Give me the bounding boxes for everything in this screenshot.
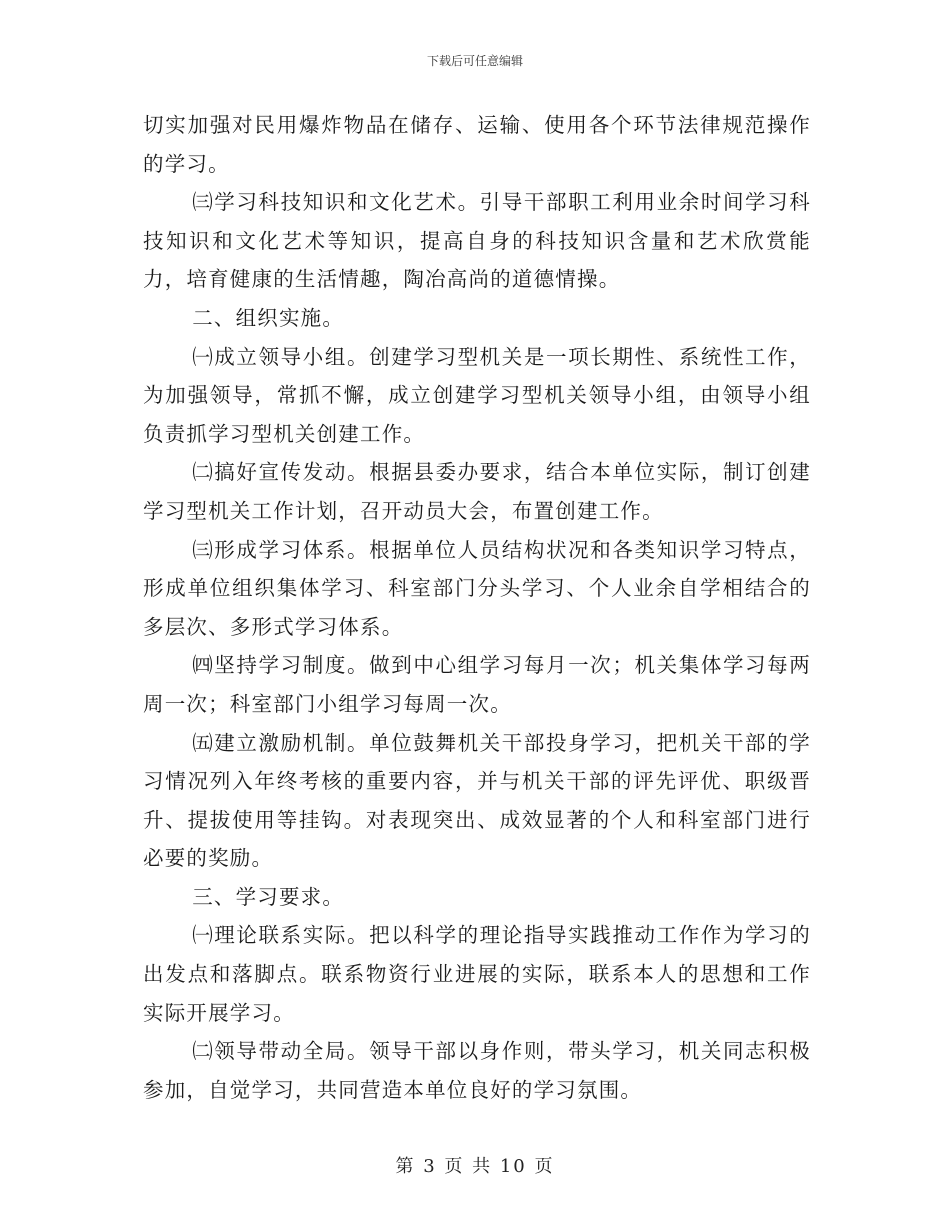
paragraph-item-2-publicity: ㈡搞好宣传发动。根据县委办要求，结合本单位实际，制订创建学习型机关工作计划，召开动员大会，布置创建工作。 <box>143 460 811 523</box>
paragraph-item-1-leadership-group: ㈠成立领导小组。创建学习型机关是一项长期性、系统性工作，为加强领导，常抓不懈，成立创建学习型机关领导小组，由领导小组负责抓学习型机关创建工作。 <box>143 344 811 446</box>
document-body <box>143 106 811 1109</box>
paragraph-item-2-leadership-example: ㈡领导带动全局。领导干部以身作则，带头学习，机关同志积极参加，自觉学习，共同营造本单位良好的学习氛围。 <box>143 1039 811 1102</box>
paragraph-continuation: 切实加强对民用爆炸物品在储存、运输、使用各个环节法律规范操作的学习。 <box>143 113 811 176</box>
page-number-footer: 第 3 页 共 10 页 <box>395 1156 555 1177</box>
section-heading-requirements: 三、学习要求。 <box>192 884 345 909</box>
page-header: 下载后可任意编辑 <box>426 54 523 68</box>
paragraph-item-3-learning-system: ㈢形成学习体系。根据单位人员结构状况和各类知识学习特点，形成单位组织集体学习、科室部门分头学习、个人业余自学相结合的多层次、多形式学习体系。 <box>143 537 811 639</box>
paragraph-item-5-incentives: ㈤建立激励机制。单位鼓舞机关干部投身学习，把机关干部的学习情况列入年终考核的重要内容，并与机关干部的评先评优、职级晋升、提拔使用等挂钩。对表现突出、成效显著的个人和科室部门进行必要的奖励。 <box>143 730 811 871</box>
paragraph-item-4-study-rules: ㈣坚持学习制度。做到中心组学习每月一次；机关集体学习每两周一次；科室部门小组学习每周一次。 <box>143 653 811 716</box>
paragraph-item-1-theory-practice: ㈠理论联系实际。把以科学的理论指导实践推动工作作为学习的出发点和落脚点。联系物资行业进展的实际，联系本人的思想和工作实际开展学习。 <box>143 923 811 1025</box>
section-heading-organization: 二、组织实施。 <box>192 305 345 330</box>
paragraph-item-3-science-culture: ㈢学习科技知识和文化艺术。引导干部职工利用业余时间学习科技知识和文化艺术等知识，提高自身的科技知识含量和艺术欣赏能力，培育健康的生活情趣，陶冶高尚的道德情操。 <box>143 190 811 292</box>
